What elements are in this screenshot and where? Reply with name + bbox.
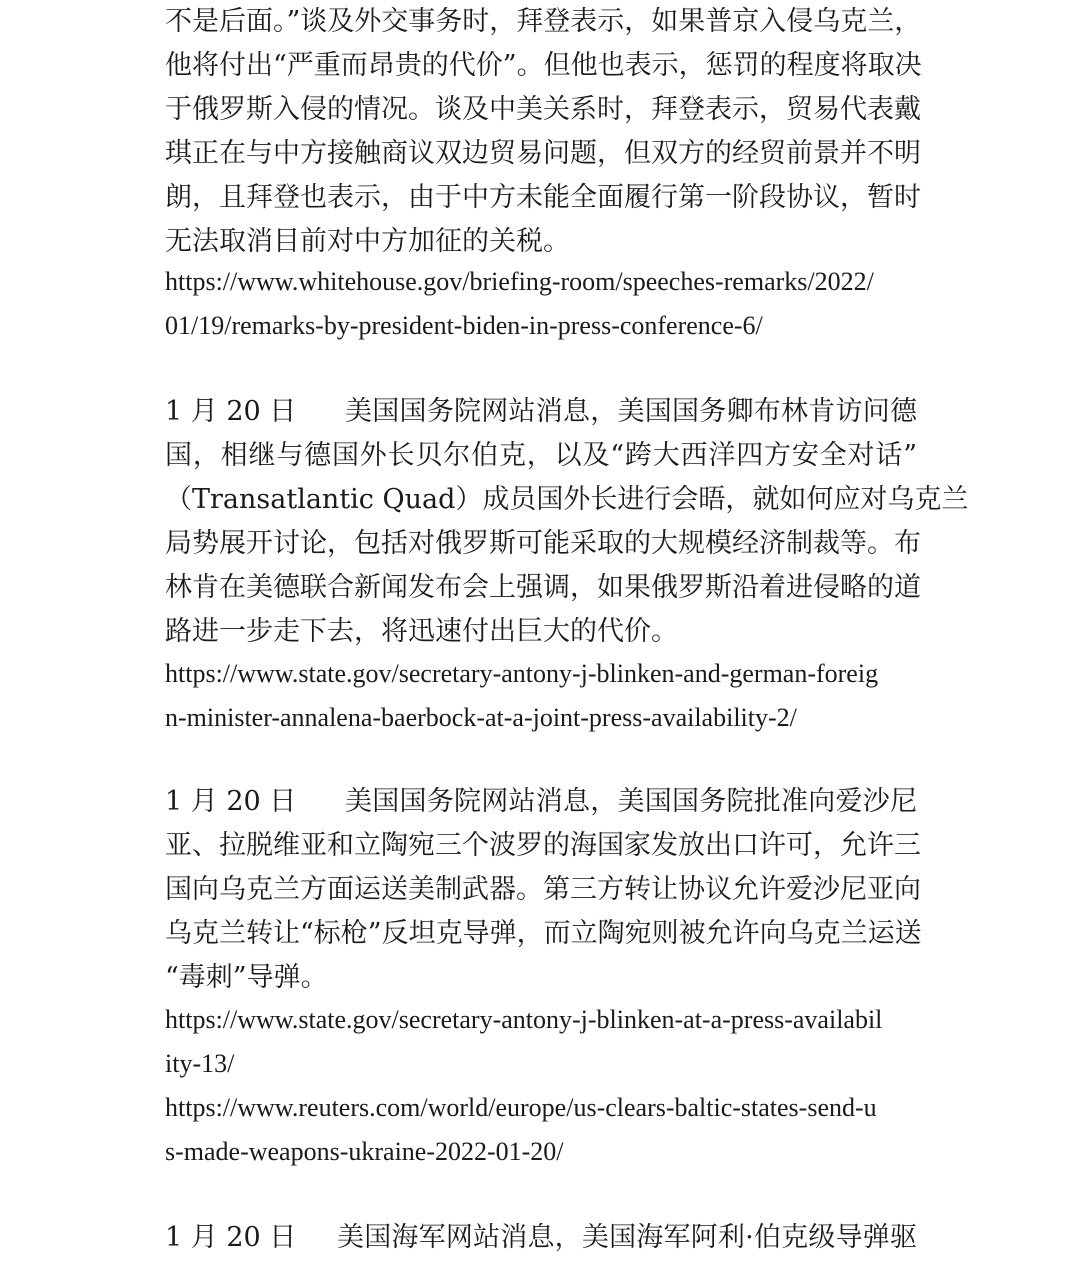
paragraph-line: 他将付出“严重而昂贵的代价”。但他也表示，惩罚的程度将取决 <box>165 50 922 81</box>
paragraph-line: “毒刺”导弹。 <box>165 962 328 993</box>
source-url[interactable]: https://www.state.gov/secretary-antony-j-blinken-at-a-press-availabil <box>165 1005 883 1034</box>
source-url[interactable]: n-minister-annalena-baerbock-at-a-joint-press-availability-2/ <box>165 703 797 732</box>
entry-date: 1 月 20 日 <box>165 1222 297 1253</box>
entry-date: 1 月 20 日 <box>165 786 297 817</box>
entry-text: 美国国务院网站消息，美国国务卿布林肯访问德 <box>345 396 917 427</box>
paragraph-line: 琪正在与中方接触商议双边贸易问题，但双方的经贸前景并不明 <box>165 138 921 169</box>
paragraph-line: 国，相继与德国外长贝尔伯克，以及“跨大西洋四方安全对话” <box>165 440 917 471</box>
entry-date: 1 月 20 日 <box>165 396 297 427</box>
paragraph-line: 乌克兰转让“标枪”反坦克导弹，而立陶宛则被允许向乌克兰运送 <box>165 918 922 949</box>
paragraph-line: 国向乌克兰方面运送美制武器。第三方转让协议允许爱沙尼亚向 <box>165 874 921 905</box>
entry-text: 美国国务院网站消息，美国国务院批准向爱沙尼 <box>345 786 917 817</box>
paragraph-line: 朗，且拜登也表示，由于中方未能全面履行第一阶段协议，暂时 <box>165 182 921 213</box>
source-url[interactable]: s-made-weapons-ukraine-2022-01-20/ <box>165 1137 564 1166</box>
paragraph-line: 亚、拉脱维亚和立陶宛三个波罗的海国家发放出口许可，允许三 <box>165 830 921 861</box>
paragraph-line: 于俄罗斯入侵的情况。谈及中美关系时，拜登表示，贸易代表戴 <box>165 94 921 125</box>
entry-first-line <box>165 1216 917 1260</box>
paragraph-line: 不是后面。”谈及外交事务时，拜登表示，如果普京入侵乌克兰， <box>165 6 922 37</box>
paragraph-line: （Transatlantic Quad）成员国外长进行会晤，就如何应对乌克兰 <box>165 484 969 515</box>
paragraph-line: 局势展开讨论，包括对俄罗斯可能采取的大规模经济制裁等。布 <box>165 528 921 559</box>
source-url[interactable]: https://www.state.gov/secretary-antony-j-blinken-and-german-foreig <box>165 659 879 688</box>
paragraph-line: 路进一步走下去，将迅速付出巨大的代价。 <box>165 616 678 647</box>
entry-text: 美国海军网站消息，美国海军阿利·伯克级导弹驱 <box>337 1222 917 1253</box>
source-url[interactable]: ity-13/ <box>165 1049 235 1078</box>
entry-first-line <box>165 390 917 434</box>
source-url[interactable]: https://www.reuters.com/world/europe/us-clears-baltic-states-send-u <box>165 1093 877 1122</box>
source-url[interactable]: 01/19/remarks-by-president-biden-in-press-conference-6/ <box>165 311 763 340</box>
entry-first-line <box>165 780 917 824</box>
paragraph-line: 无法取消目前对中方加征的关税。 <box>165 226 570 257</box>
paragraph-line: 林肯在美德联合新闻发布会上强调，如果俄罗斯沿着进侵略的道 <box>165 572 921 603</box>
source-url[interactable]: https://www.whitehouse.gov/briefing-room/speeches-remarks/2022/ <box>165 267 874 296</box>
